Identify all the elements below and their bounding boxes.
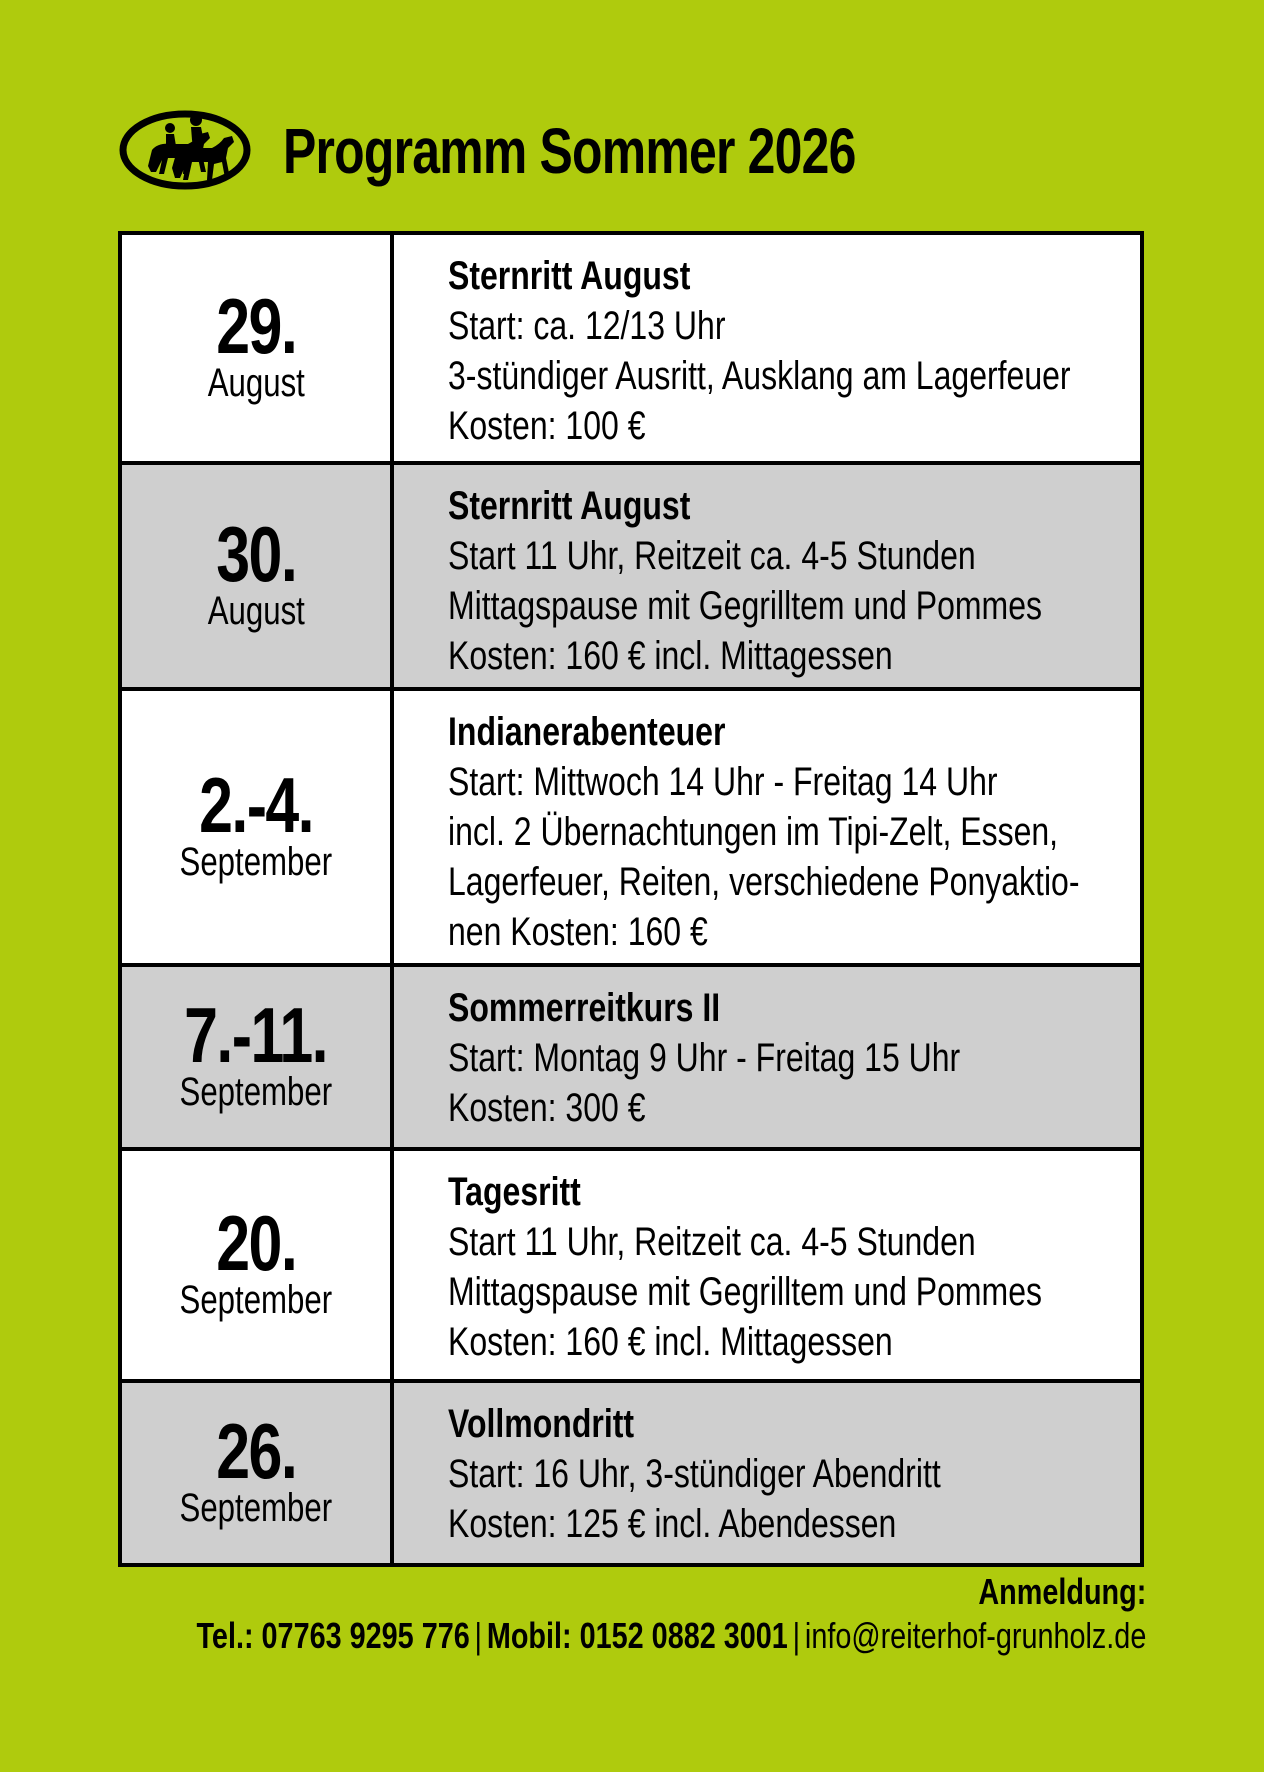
event-title: Sternritt August xyxy=(448,484,691,528)
separator: | xyxy=(792,1615,800,1656)
event-day: 30. xyxy=(216,510,296,598)
event-row xyxy=(122,235,1140,461)
event-title: Indianerabenteuer xyxy=(448,710,726,754)
event-details xyxy=(394,1383,1140,1563)
event-date xyxy=(122,1383,394,1563)
event-line: Kosten: 125 € incl. Abendessen xyxy=(448,1502,897,1546)
event-line: incl. 2 Übernachtungen im Tipi-Zelt, Essen, xyxy=(448,810,1059,854)
event-line: Mittagspause mit Gegrilltem und Pommes xyxy=(448,1270,1042,1314)
event-line: nen Kosten: 160 € xyxy=(448,910,708,954)
event-line: Start: Mittwoch 14 Uhr - Freitag 14 Uhr xyxy=(448,760,998,804)
event-day: 26. xyxy=(216,1407,296,1495)
event-title: Sommerreitkurs II xyxy=(448,986,721,1030)
event-row xyxy=(122,1147,1140,1379)
page-header xyxy=(118,96,1148,206)
event-line: Mittagspause mit Gegrilltem und Pommes xyxy=(448,584,1042,628)
separator: | xyxy=(474,1615,482,1656)
event-title: Sternritt August xyxy=(448,254,691,298)
contact-line xyxy=(196,1614,1146,1658)
event-line: Lagerfeuer, Reiten, verschiedene Ponyaktio- xyxy=(448,860,1080,904)
event-row xyxy=(122,687,1140,963)
event-title: Tagesritt xyxy=(448,1170,581,1214)
event-day: 7.-11. xyxy=(184,991,328,1079)
event-details xyxy=(394,465,1140,687)
event-date xyxy=(122,235,394,461)
event-details xyxy=(394,1151,1140,1379)
event-line: 3-stündiger Ausritt, Ausklang am Lagerfeuer xyxy=(448,354,1071,398)
registration-footer xyxy=(0,1570,1146,1658)
event-date xyxy=(122,1151,394,1379)
event-line: Kosten: 160 € incl. Mittagessen xyxy=(448,1320,893,1364)
event-month: August xyxy=(207,589,305,633)
event-title: Vollmondritt xyxy=(448,1402,635,1446)
event-line: Kosten: 160 € incl. Mittagessen xyxy=(448,634,893,678)
event-date xyxy=(122,967,394,1147)
events-table xyxy=(118,231,1144,1567)
event-row xyxy=(122,963,1140,1147)
event-row xyxy=(122,461,1140,687)
event-day: 2.-4. xyxy=(199,761,313,849)
registration-title: Anmeldung: xyxy=(978,1571,1146,1612)
event-month: September xyxy=(179,1278,333,1322)
event-details xyxy=(394,235,1140,461)
event-details xyxy=(394,967,1140,1147)
event-day: 29. xyxy=(216,282,296,370)
page-title: Programm Sommer 2026 xyxy=(283,115,856,187)
event-line: Start 11 Uhr, Reitzeit ca. 4-5 Stunden xyxy=(448,1220,976,1264)
event-day: 20. xyxy=(216,1199,296,1287)
event-line: Kosten: 100 € xyxy=(448,404,646,448)
phone-number: Tel.: 07763 9295 776 xyxy=(196,1615,470,1656)
event-month: August xyxy=(207,361,305,405)
event-line: Kosten: 300 € xyxy=(448,1086,646,1130)
event-row xyxy=(122,1379,1140,1563)
event-line: Start: 16 Uhr, 3-stündiger Abendritt xyxy=(448,1452,941,1496)
mobile-number: Mobil: 0152 0882 3001 xyxy=(486,1615,788,1656)
event-line: Start: Montag 9 Uhr - Freitag 15 Uhr xyxy=(448,1036,961,1080)
email-address[interactable]: info@reiterhof-grunholz.de xyxy=(804,1615,1146,1656)
event-month: September xyxy=(179,1486,333,1530)
event-line: Start 11 Uhr, Reitzeit ca. 4-5 Stunden xyxy=(448,534,976,578)
event-month: September xyxy=(179,1070,333,1114)
event-details xyxy=(394,691,1140,963)
horse-riders-logo-icon xyxy=(118,106,253,198)
event-date xyxy=(122,465,394,687)
event-month: September xyxy=(179,840,333,884)
event-line: Start: ca. 12/13 Uhr xyxy=(448,304,726,348)
event-date xyxy=(122,691,394,963)
